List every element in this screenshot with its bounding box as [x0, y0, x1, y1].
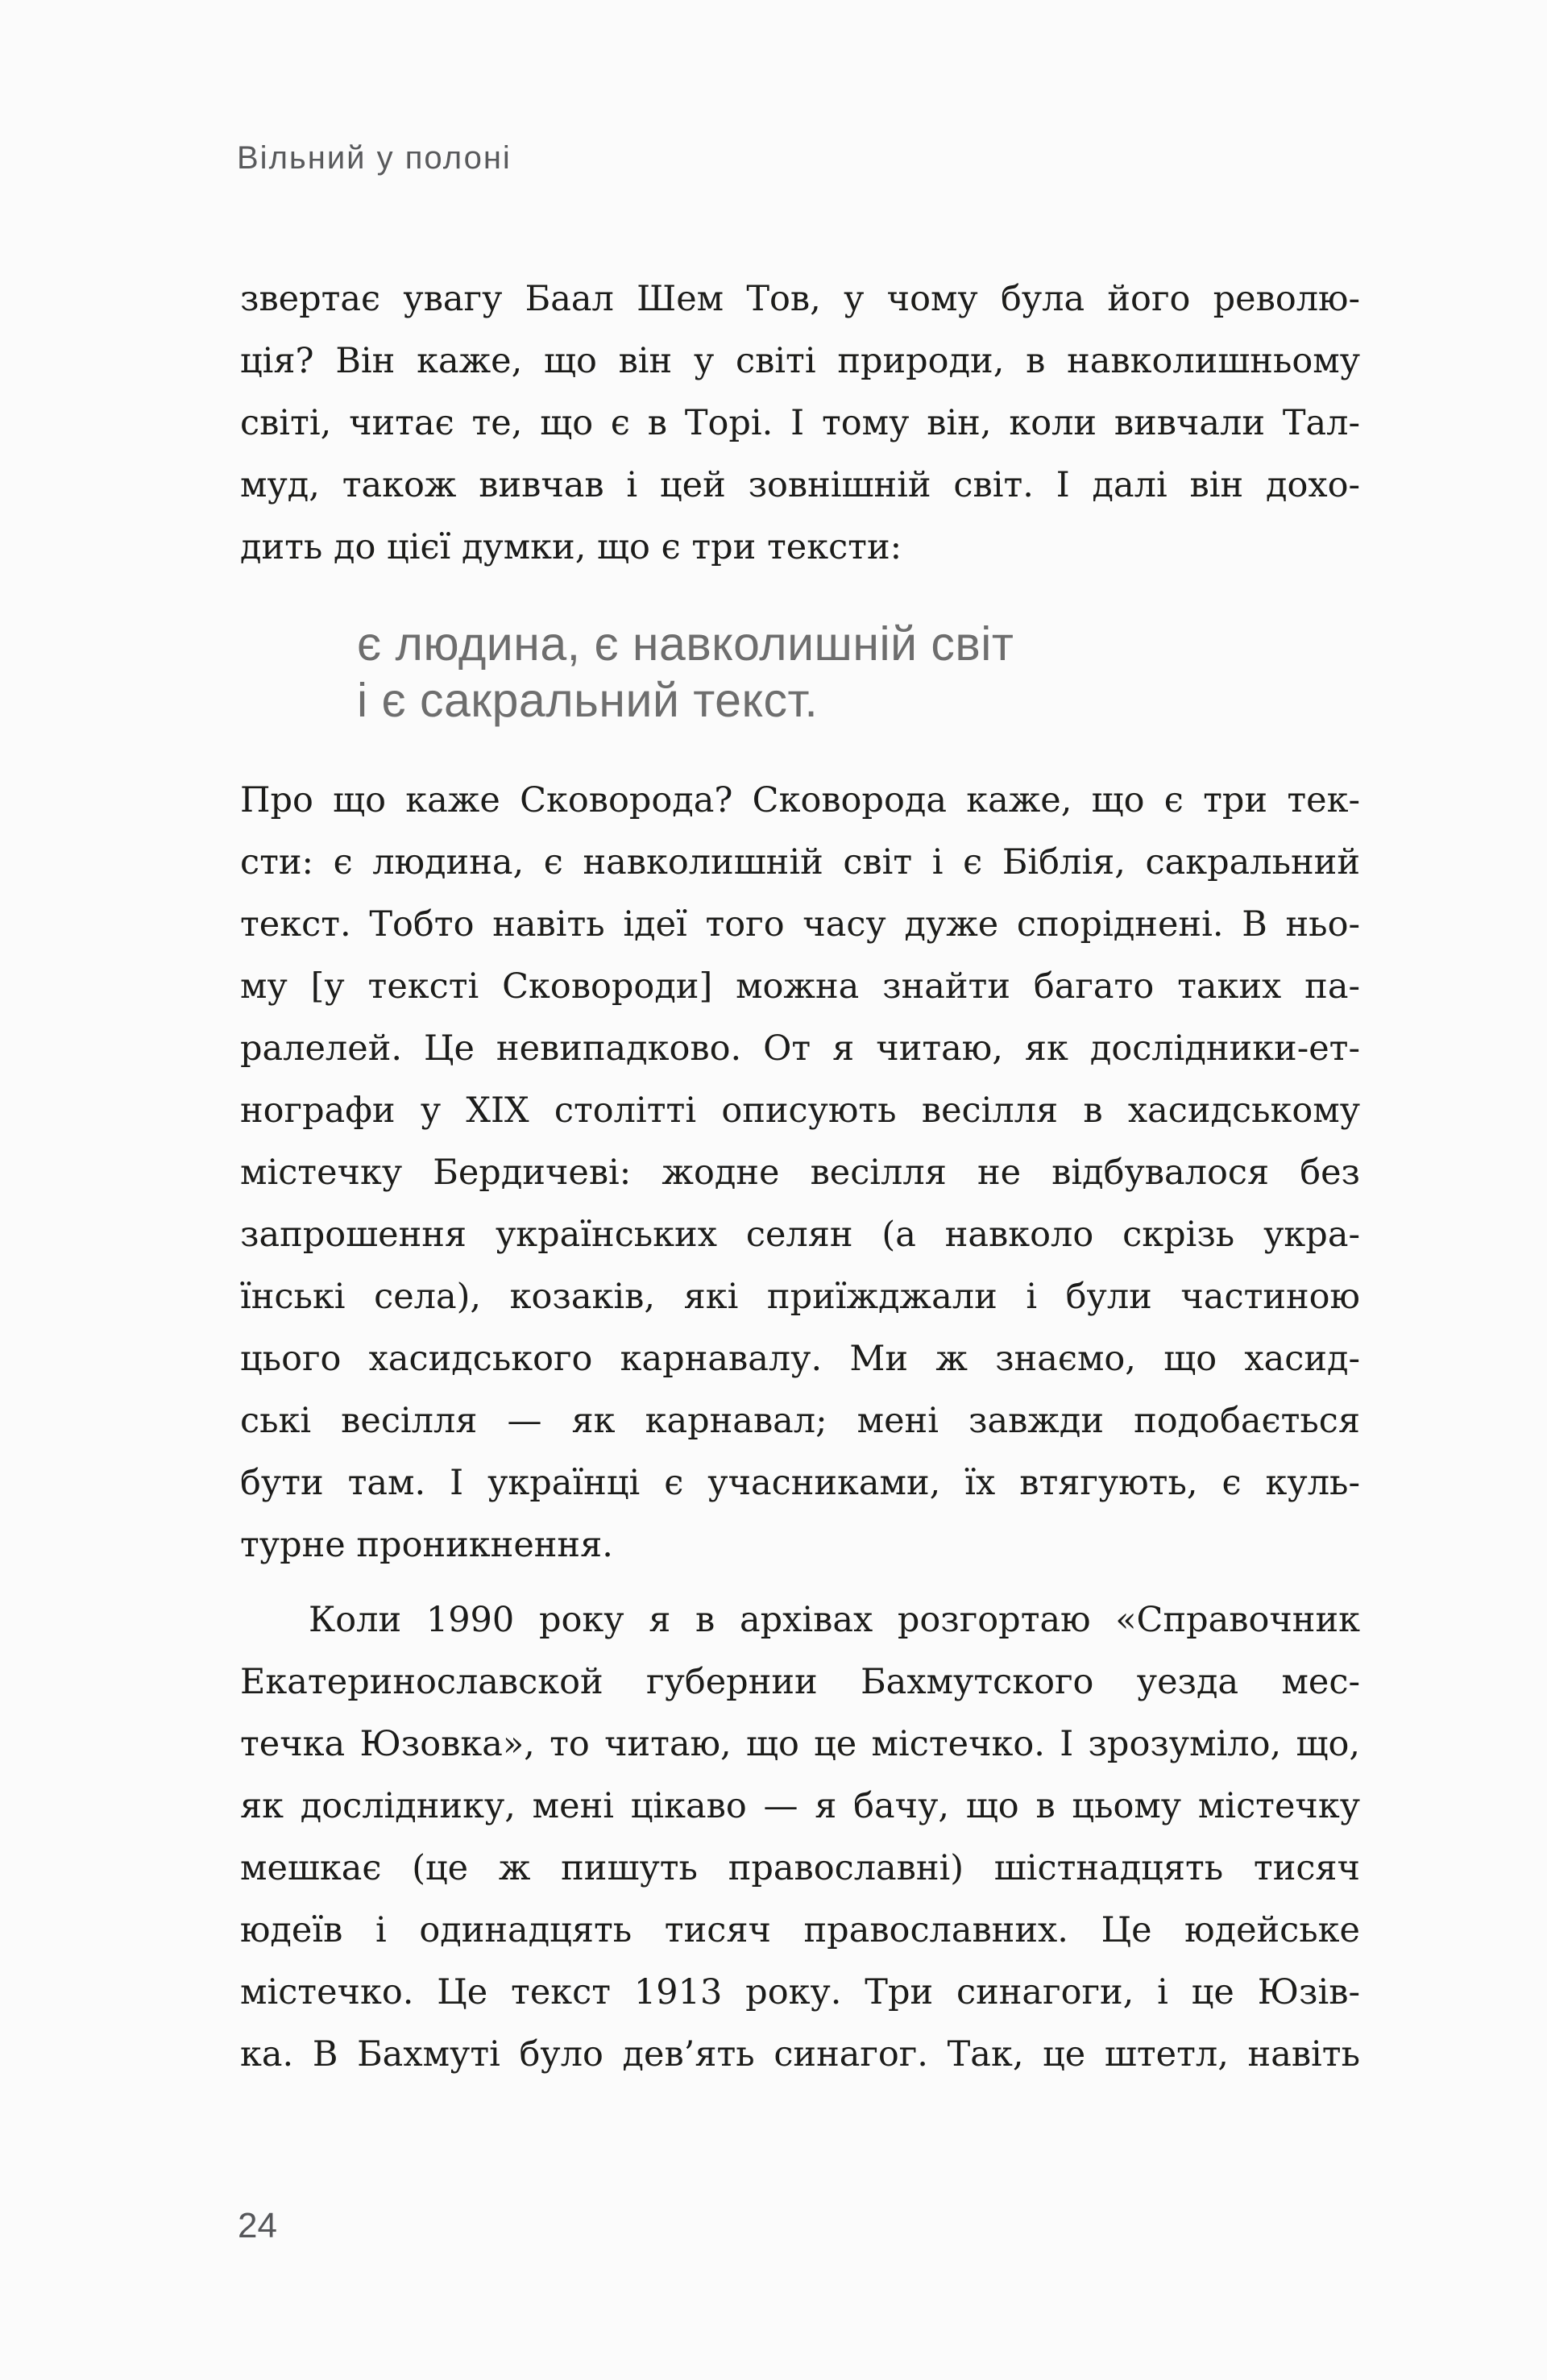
- text-line: містечку Бердичеві: жодне весілля не відбувалося без: [240, 1153, 1360, 1193]
- text-line: цього хасидського карнавалу. Ми ж знаємо, що хасид-: [240, 1339, 1360, 1379]
- text-line: Екатеринославской губернии Бахмутского уезда мес-: [240, 1662, 1360, 1702]
- text-line: запрошення українських селян (а навколо скрізь укра-: [240, 1215, 1360, 1255]
- text-line: ські весілля — як карнавал; мені завжди подобається: [240, 1401, 1360, 1441]
- text-line: як досліднику, мені цікаво — я бачу, що в цьому містечку: [240, 1786, 1360, 1826]
- text-line: бути там. І українці є учасниками, їх втягують, є куль-: [240, 1463, 1360, 1503]
- text-block: [240, 268, 1360, 2086]
- paragraph-2: [240, 770, 1360, 1576]
- text-line: містечко. Це текст 1913 року. Три синагоги, і це Юзів-: [240, 1972, 1360, 2012]
- text-line: ція? Він каже, що він у світі природи, в навколишньому: [240, 341, 1360, 381]
- text-line: Коли 1990 року я в архівах розгортаю «Справочник: [309, 1600, 1360, 1640]
- text-line: текст. Тобто навіть ідеї того часу дуже споріднені. В ньо-: [240, 904, 1360, 945]
- text-line: дить до цієї думки, що є три тексти:: [240, 527, 902, 567]
- page-number: 24: [238, 2206, 277, 2245]
- text-line: сти: є людина, є навколишній світ і є Біблія, сакральний: [240, 842, 1360, 883]
- text-line: турне проникнення.: [240, 1525, 613, 1565]
- quote-line: і є сакральний текст.: [357, 674, 819, 727]
- text-line: звертає увагу Баал Шем Тов, у чому була його револю-: [240, 279, 1360, 319]
- paragraph-1: [240, 268, 1360, 579]
- text-line: їнські села), козаків, які приїжджали і були частиною: [240, 1277, 1360, 1317]
- text-line: течка Юзовка», то читаю, що це містечко. І зрозуміло, що,: [240, 1724, 1360, 1764]
- quote-line: є людина, є навколишній світ: [357, 617, 1014, 671]
- text-line: му [у тексті Сковороди] можна знайти багато таких па-: [240, 966, 1360, 1007]
- text-line: Про що каже Сковорода? Сковорода каже, що є три тек-: [240, 780, 1360, 820]
- pull-quote: [357, 616, 1360, 729]
- text-line: ка. В Бахмуті було дев’ять синагог. Так, це штетл, навіть: [240, 2034, 1360, 2075]
- text-line: ралелей. Це невипадково. От я читаю, як дослідники-ет-: [240, 1028, 1360, 1069]
- text-line: юдеїв і одинадцять тисяч православних. Це юдейське: [240, 1910, 1360, 1950]
- text-line: нографи у XIX столітті описують весілля в хасидському: [240, 1090, 1360, 1131]
- text-line: світі, читає те, що є в Торі. І тому він, коли вивчали Тал-: [240, 403, 1360, 443]
- text-line: мешкає (це ж пишуть православні) шістнадцять тисяч: [240, 1848, 1360, 1888]
- paragraph-3: [240, 1589, 1360, 2086]
- text-line: муд, також вивчав і цей зовнішній світ. І далі він дохо-: [240, 465, 1360, 505]
- running-header: Вільний у полоні: [237, 140, 512, 176]
